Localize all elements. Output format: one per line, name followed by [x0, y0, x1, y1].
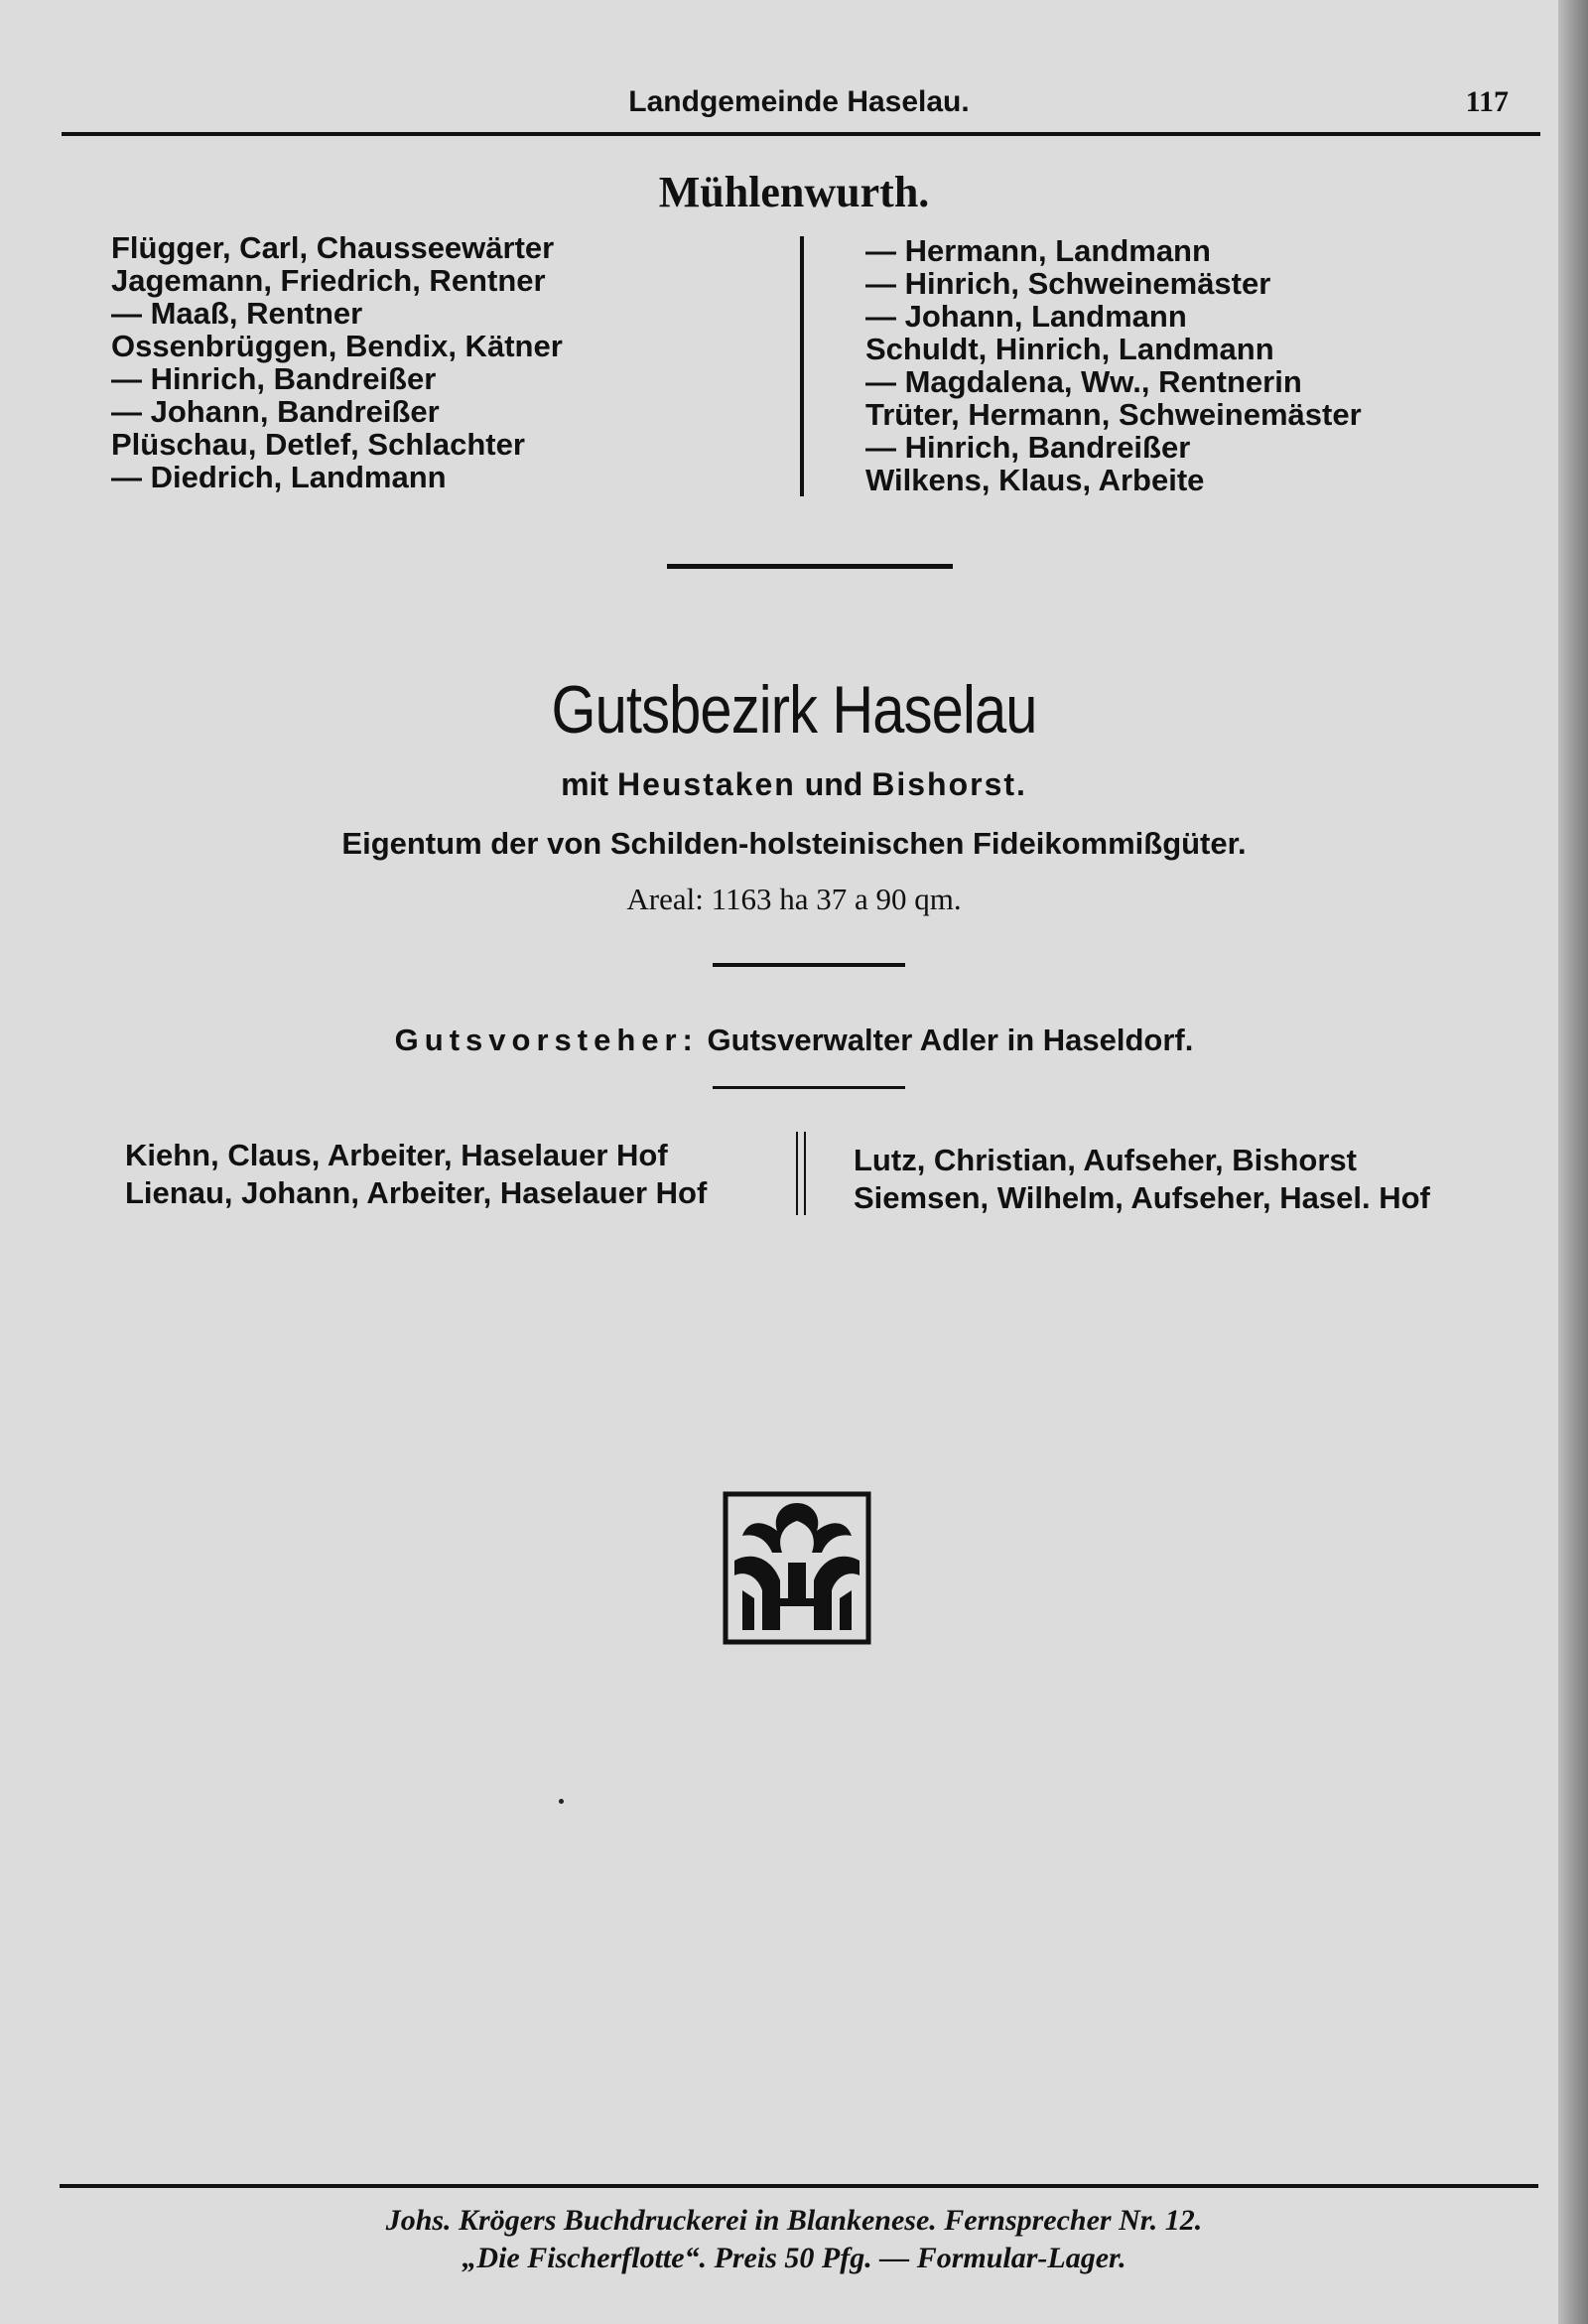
- gutsbezirk-areal: Areal: 1163 ha 37 a 90 qm.: [626, 882, 962, 916]
- gutsbezirk-subtitle: [0, 766, 1588, 803]
- list-item: Jagemann, Friedrich, Rentner: [111, 263, 546, 298]
- specks: [559, 1799, 564, 1804]
- muehlenwurth-right-list: [865, 234, 1362, 496]
- column-divider-double-right: [804, 1132, 806, 1215]
- list-item: Plüschau, Detlef, Schlachter: [111, 427, 525, 462]
- list-item: — Johann, Landmann: [865, 299, 1187, 334]
- list-item: — Hinrich, Bandreißer: [865, 430, 1191, 465]
- list-item: Ossenbrüggen, Bendix, Kätner: [111, 329, 563, 363]
- list-item: — Hinrich, Bandreißer: [111, 361, 437, 396]
- list-item: — Hinrich, Schweinemäster: [865, 266, 1271, 301]
- page-number: 117: [1465, 85, 1509, 118]
- section-title-gutsbezirk: Gutsbezirk Haselau: [551, 672, 1037, 748]
- list-item: Lutz, Christian, Aufseher, Bishorst: [854, 1143, 1357, 1177]
- short-rule-top: [713, 963, 905, 967]
- list-item: Trüter, Hermann, Schweinemäster: [865, 397, 1362, 432]
- gutsvorsteher-line: [0, 1023, 1588, 1058]
- subtitle-place-bishorst: Bishorst.: [871, 766, 1027, 802]
- subtitle-prefix: mit: [561, 766, 609, 802]
- list-item: Lienau, Johann, Arbeiter, Haselauer Hof: [125, 1175, 708, 1210]
- running-head: [60, 85, 1538, 125]
- list-item: Schuldt, Hinrich, Landmann: [865, 332, 1274, 366]
- printer-ornament-icon: [723, 1491, 871, 1645]
- column-divider: [800, 236, 804, 496]
- column-divider-double-left: [796, 1132, 798, 1215]
- page-edge-shadow: [1558, 0, 1588, 2324]
- short-rule-bottom: [713, 1086, 905, 1089]
- section-title-muehlenwurth: Mühlenwurth.: [658, 168, 930, 216]
- list-item: Flügger, Carl, Chausseewärter: [111, 230, 555, 265]
- list-item: — Diedrich, Landmann: [111, 460, 447, 494]
- gutsvorsteher-value: Gutsverwalter Adler in Haseldorf.: [707, 1023, 1194, 1057]
- subtitle-place-heustaken: Heustaken: [616, 766, 796, 802]
- list-item: — Maaß, Rentner: [111, 296, 363, 331]
- gutsbezirk-owner: Eigentum der von Schilden-holsteinischen Fideikommißgüter.: [341, 826, 1247, 861]
- gutsvorsteher-label: Gutsvorsteher:: [394, 1023, 699, 1057]
- list-item: — Johann, Bandreißer: [111, 394, 440, 429]
- list-item: — Hermann, Landmann: [865, 233, 1211, 268]
- header-rule: [62, 132, 1540, 136]
- list-item: Wilkens, Klaus, Arbeite: [865, 463, 1205, 497]
- running-title: Landgemeinde Haselau.: [628, 85, 970, 118]
- gutsbezirk-left-list: [125, 1137, 707, 1212]
- list-item: — Magdalena, Ww., Rentnerin: [865, 364, 1302, 399]
- imprint-line-2: „Die Fischerflotte“. Preis 50 Pfg. — Formular-Lager.: [462, 2242, 1126, 2274]
- subtitle-and: und: [804, 766, 863, 802]
- muehlenwurth-left-list: [111, 231, 563, 493]
- list-item: Kiehn, Claus, Arbeiter, Haselauer Hof: [125, 1138, 668, 1172]
- list-item: Siemsen, Wilhelm, Aufseher, Hasel. Hof: [854, 1180, 1430, 1215]
- section-separator-rule: [667, 564, 953, 569]
- gutsbezirk-right-list: [854, 1142, 1430, 1217]
- imprint-line-1: Johs. Krögers Buchdruckerei in Blankenese. Fernsprecher Nr. 12.: [385, 2204, 1203, 2237]
- footer-rule: [60, 2184, 1538, 2188]
